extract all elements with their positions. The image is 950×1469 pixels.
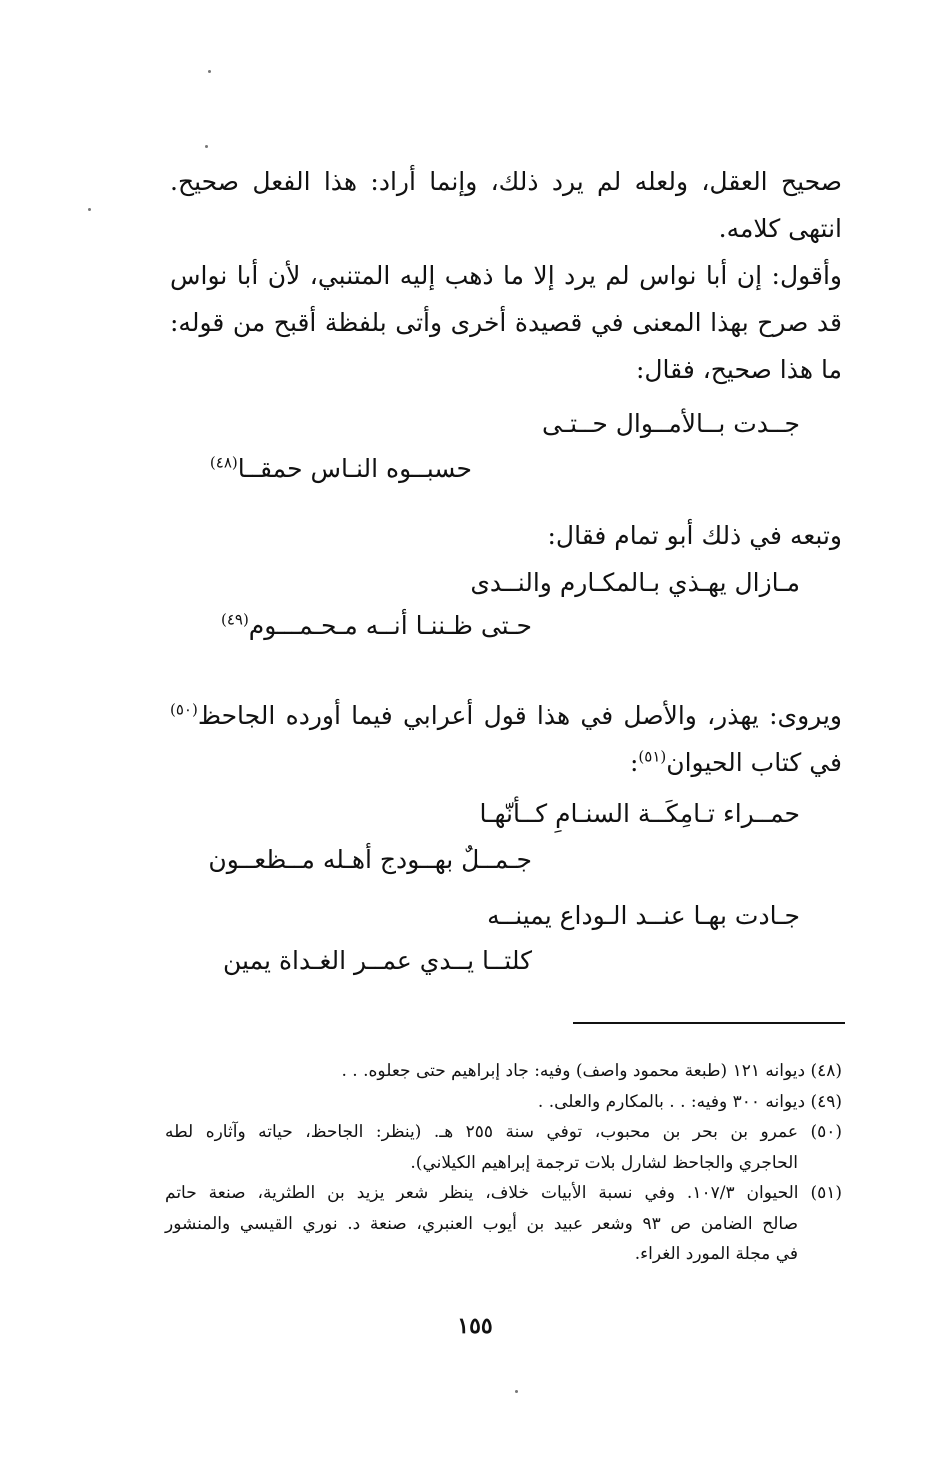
paragraph-4-line-2: في كتاب الحيوان$^{(٥١)}$: xyxy=(629,747,842,777)
paragraph-4 xyxy=(170,692,842,786)
paragraph-2-text: وأقول: إن أبا نواس لم يرد إلا ما ذهب إليه المتنبي، لأن أبا نواس قد صرح بهذا المعنى في قصيدة أخرى وأتى بلفظة أقبح من قوله: ما هذا صحيح، فقال: xyxy=(170,261,842,384)
verse-2-second-hemistich: حـتى ظـننـا أنــه مـحـمـــوم$^{(٤٩)}$ xyxy=(220,610,532,640)
verse-4-second-hemistich: كلتــا يــدي عمــر الغـداة يمين xyxy=(223,946,532,975)
footnote-ref-48: (٤٨) xyxy=(209,453,238,472)
footnote-ref-51: (٥١) xyxy=(638,747,667,766)
verse-4-first-hemistich: جـادت بهـا عنــد الـوداع يمينــه xyxy=(487,901,800,930)
verse-1-first-hemistich: جــدت بــالأمــوال حــتـى xyxy=(541,409,800,438)
verse-3-first-hemistich: حمــراء تـامِكَــة السنـامِ كــأنّهـا xyxy=(479,799,800,828)
footnote-51-continued-1: صالح الضامن ص ٩٣ وشعر عبيد بن أيوب العنبري، صنعة د. نوري القيسي والمنشور xyxy=(165,1213,798,1234)
footnote-ref-49: (٤٩) xyxy=(220,610,249,629)
footnote-49: (٤٩) ديوانه ٣٠٠ وفيه: . . بالمكارم والعلى. . xyxy=(537,1091,842,1112)
verse-1-second-hemistich: حسبــوه النـاس حمقــا$^{(٤٨)}$ xyxy=(209,453,472,483)
footnote-51: (٥١) الحيوان ١٠٧/٣. وفي نسبة الأبيات خلاف، ينظر شعر يزيد بن الطثرية، صنعة حاتم xyxy=(165,1183,842,1203)
footnote-50: (٥٠) عمرو بن بحر بن محبوب، توفي سنة ٢٥٥ هـ. (ينظر: الجاحظ، حياته وآثاره لطه xyxy=(165,1122,843,1142)
paragraph-1-text: صحيح العقل، ولعله لم يرد ذلك، وإنما أراد: هذا الفعل صحيح. انتهى كلامه. xyxy=(170,167,842,243)
paragraph-3-text: وتبعه في ذلك أبو تمام فقال: xyxy=(547,521,842,550)
page-number: ١٥٥ xyxy=(457,1313,493,1339)
footnotes xyxy=(165,1056,842,1270)
footnote-51-continued-2: في مجلة المورد الغراء. xyxy=(634,1244,798,1264)
footnote-50-continued: الحاجري والجاحظ لشارل بلات ترجمة إبراهيم الكيلاني). xyxy=(410,1152,798,1173)
paragraph-1 xyxy=(170,158,842,252)
verse-3-second-hemistich: جـمــلٌ بهــودج أهـله مــظعــون xyxy=(208,845,532,874)
verse-2-first-hemistich: مـازال يهـذي بـالمكـارم والنــدى xyxy=(470,568,800,597)
paragraph-3 xyxy=(170,512,842,559)
scan-speck xyxy=(88,208,91,211)
scan-speck xyxy=(205,145,208,148)
scan-speck xyxy=(208,70,211,73)
footnote-ref-50: (٥٠) xyxy=(170,700,198,719)
footnote-separator xyxy=(573,1022,845,1024)
paragraph-4-line-1: ويروى: يهذر، والأصل في هذا قول أعرابي فيما أورده الجاحظ$^{(٥٠)}$ xyxy=(170,700,842,730)
paragraph-2 xyxy=(170,252,842,393)
footnote-48: (٤٨) ديوانه ١٢١ (طبعة محمود واصف) وفيه: جاد إبراهيم حتى جعلوه. . . xyxy=(341,1061,842,1081)
scan-speck xyxy=(515,1390,518,1393)
